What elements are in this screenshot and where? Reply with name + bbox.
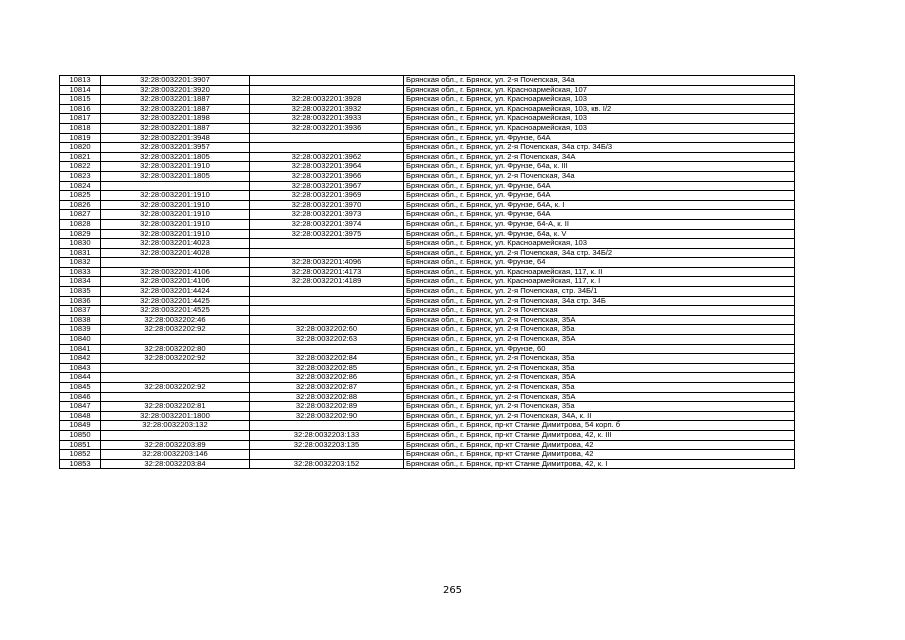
row-number-cell: 10816 xyxy=(60,104,101,114)
address-cell: Брянская обл., г. Брянск, ул. Красноармейская, 107 xyxy=(404,85,795,95)
cadastral-number-cell: 32:28:0032203:89 xyxy=(101,440,250,450)
row-number-cell: 10833 xyxy=(60,267,101,277)
address-cell: Брянская обл., г. Брянск, ул. 2-я Почепская xyxy=(404,306,795,316)
address-cell: Брянская обл., г. Брянск, ул. 2-я Почепская, 35А xyxy=(404,392,795,402)
address-cell: Брянская обл., г. Брянск, пр-кт Станке Димитрова, 42 xyxy=(404,440,795,450)
table-row xyxy=(60,162,795,172)
table-row xyxy=(60,363,795,373)
cadastral-number-cell: 32:28:0032203:146 xyxy=(101,450,250,460)
building-cadastral-number-cell xyxy=(250,143,404,153)
cadastral-number-cell: 32:28:0032201:4106 xyxy=(101,277,250,287)
address-cell: Брянская обл., г. Брянск, ул. 2-я Почепская, 34А, к. II xyxy=(404,411,795,421)
cadastral-number-cell xyxy=(101,392,250,402)
building-cadastral-number-cell: 32:28:0032202:88 xyxy=(250,392,404,402)
row-number-cell: 10826 xyxy=(60,200,101,210)
row-number-cell: 10851 xyxy=(60,440,101,450)
address-cell: Брянская обл., г. Брянск, ул. Фрунзе, 64А xyxy=(404,191,795,201)
address-cell: Брянская обл., г. Брянск, ул. 2-я Почепская, 34а стр. 34Б xyxy=(404,296,795,306)
table-row xyxy=(60,171,795,181)
address-cell: Брянская обл., г. Брянск, ул. 2-я Почепская, 35а xyxy=(404,354,795,364)
cadastral-number-cell: 32:28:0032201:4424 xyxy=(101,287,250,297)
address-cell: Брянская обл., г. Брянск, ул. Фрунзе, 60 xyxy=(404,344,795,354)
table-row xyxy=(60,344,795,354)
row-number-cell: 10817 xyxy=(60,114,101,124)
row-number-cell: 10843 xyxy=(60,363,101,373)
cadastral-number-cell: 32:28:0032201:4106 xyxy=(101,267,250,277)
cadastral-number-cell: 32:28:0032202:92 xyxy=(101,383,250,393)
cadastral-number-cell: 32:28:0032201:4028 xyxy=(101,248,250,258)
building-cadastral-number-cell: 32:28:0032201:4096 xyxy=(250,258,404,268)
building-cadastral-number-cell: 32:28:0032201:3966 xyxy=(250,171,404,181)
row-number-cell: 10852 xyxy=(60,450,101,460)
table-row xyxy=(60,133,795,143)
building-cadastral-number-cell xyxy=(250,287,404,297)
cadastral-number-cell: 32:28:0032201:1910 xyxy=(101,229,250,239)
table-row xyxy=(60,114,795,124)
building-cadastral-number-cell: 32:28:0032202:90 xyxy=(250,411,404,421)
building-cadastral-number-cell: 32:28:0032203:133 xyxy=(250,430,404,440)
cadastral-number-cell: 32:28:0032201:1910 xyxy=(101,191,250,201)
row-number-cell: 10829 xyxy=(60,229,101,239)
row-number-cell: 10815 xyxy=(60,95,101,105)
table-row xyxy=(60,287,795,297)
cadastral-number-cell xyxy=(101,430,250,440)
row-number-cell: 10830 xyxy=(60,239,101,249)
row-number-cell: 10847 xyxy=(60,402,101,412)
address-cell: Брянская обл., г. Брянск, ул. Красноармейская, 103 xyxy=(404,114,795,124)
table-row xyxy=(60,450,795,460)
building-cadastral-number-cell xyxy=(250,296,404,306)
table-row xyxy=(60,315,795,325)
building-cadastral-number-cell xyxy=(250,85,404,95)
address-cell: Брянская обл., г. Брянск, ул. 2-я Почепская, 35А xyxy=(404,335,795,345)
table-row xyxy=(60,335,795,345)
building-cadastral-number-cell: 32:28:0032201:3973 xyxy=(250,210,404,220)
building-cadastral-number-cell: 32:28:0032201:3964 xyxy=(250,162,404,172)
building-cadastral-number-cell: 32:28:0032201:3962 xyxy=(250,152,404,162)
building-cadastral-number-cell xyxy=(250,315,404,325)
address-cell: Брянская обл., г. Брянск, ул. Фрунзе, 64 xyxy=(404,258,795,268)
table-row xyxy=(60,440,795,450)
address-cell: Брянская обл., г. Брянск, ул. Красноармейская, 103 xyxy=(404,123,795,133)
building-cadastral-number-cell: 32:28:0032201:3928 xyxy=(250,95,404,105)
cadastral-number-cell: 32:28:0032201:1910 xyxy=(101,200,250,210)
cadastral-number-cell: 32:28:0032201:3907 xyxy=(101,76,250,86)
address-cell: Брянская обл., г. Брянск, ул. 2-я Почепская, 35а xyxy=(404,363,795,373)
table-row xyxy=(60,95,795,105)
row-number-cell: 10827 xyxy=(60,210,101,220)
row-number-cell: 10837 xyxy=(60,306,101,316)
table-row xyxy=(60,373,795,383)
row-number-cell: 10834 xyxy=(60,277,101,287)
cadastral-number-cell: 32:28:0032203:84 xyxy=(101,459,250,469)
address-cell: Брянская обл., г. Брянск, ул. 2-я Почепская, 34а стр. 34Б/2 xyxy=(404,248,795,258)
cadastral-number-cell: 32:28:0032201:3948 xyxy=(101,133,250,143)
address-cell: Брянская обл., г. Брянск, ул. 2-я Почепская, 35а xyxy=(404,402,795,412)
address-cell: Брянская обл., г. Брянск, ул. Фрунзе, 64-А, к. II xyxy=(404,219,795,229)
cadastral-number-cell xyxy=(101,181,250,191)
row-number-cell: 10841 xyxy=(60,344,101,354)
cadastral-number-cell: 32:28:0032201:1910 xyxy=(101,162,250,172)
building-cadastral-number-cell: 32:28:0032201:3974 xyxy=(250,219,404,229)
cadastral-number-cell: 32:28:0032202:46 xyxy=(101,315,250,325)
row-number-cell: 10831 xyxy=(60,248,101,258)
row-number-cell: 10818 xyxy=(60,123,101,133)
table-row xyxy=(60,229,795,239)
address-cell: Брянская обл., г. Брянск, ул. 2-я Почепская, 35а xyxy=(404,383,795,393)
table-row xyxy=(60,392,795,402)
address-cell: Брянская обл., г. Брянск, ул. Фрунзе, 64а, к. V xyxy=(404,229,795,239)
cadastral-number-cell xyxy=(101,258,250,268)
table-row xyxy=(60,210,795,220)
row-number-cell: 10848 xyxy=(60,411,101,421)
address-cell: Брянская обл., г. Брянск, ул. 2-я Почепская, 34А xyxy=(404,152,795,162)
building-cadastral-number-cell: 32:28:0032201:3975 xyxy=(250,229,404,239)
table-row xyxy=(60,402,795,412)
row-number-cell: 10813 xyxy=(60,76,101,86)
table-row xyxy=(60,76,795,86)
row-number-cell: 10825 xyxy=(60,191,101,201)
building-cadastral-number-cell: 32:28:0032202:89 xyxy=(250,402,404,412)
row-number-cell: 10845 xyxy=(60,383,101,393)
cadastral-number-cell xyxy=(101,373,250,383)
registry-table xyxy=(59,75,795,469)
building-cadastral-number-cell xyxy=(250,450,404,460)
row-number-cell: 10821 xyxy=(60,152,101,162)
building-cadastral-number-cell: 32:28:0032202:87 xyxy=(250,383,404,393)
address-cell: Брянская обл., г. Брянск, пр-кт Станке Димитрова, 42, к. III xyxy=(404,430,795,440)
table-row xyxy=(60,421,795,431)
building-cadastral-number-cell: 32:28:0032203:152 xyxy=(250,459,404,469)
building-cadastral-number-cell: 32:28:0032201:3969 xyxy=(250,191,404,201)
cadastral-number-cell xyxy=(101,363,250,373)
row-number-cell: 10828 xyxy=(60,219,101,229)
registry-table-body xyxy=(60,76,795,469)
row-number-cell: 10844 xyxy=(60,373,101,383)
row-number-cell: 10819 xyxy=(60,133,101,143)
cadastral-number-cell: 32:28:0032202:81 xyxy=(101,402,250,412)
building-cadastral-number-cell: 32:28:0032201:4189 xyxy=(250,277,404,287)
building-cadastral-number-cell xyxy=(250,344,404,354)
building-cadastral-number-cell: 32:28:0032201:3932 xyxy=(250,104,404,114)
address-cell: Брянская обл., г. Брянск, ул. Красноармейская, 103 xyxy=(404,239,795,249)
row-number-cell: 10820 xyxy=(60,143,101,153)
cadastral-number-cell: 32:28:0032201:1805 xyxy=(101,171,250,181)
cadastral-number-cell: 32:28:0032202:80 xyxy=(101,344,250,354)
cadastral-number-cell: 32:28:0032201:1910 xyxy=(101,219,250,229)
address-cell: Брянская обл., г. Брянск, ул. 2-я Почепская, стр. 34Б/1 xyxy=(404,287,795,297)
building-cadastral-number-cell xyxy=(250,76,404,86)
table-row xyxy=(60,239,795,249)
table-row xyxy=(60,383,795,393)
building-cadastral-number-cell xyxy=(250,421,404,431)
building-cadastral-number-cell: 32:28:0032201:3933 xyxy=(250,114,404,124)
table-row xyxy=(60,411,795,421)
row-number-cell: 10824 xyxy=(60,181,101,191)
table-row xyxy=(60,248,795,258)
cadastral-number-cell: 32:28:0032202:92 xyxy=(101,354,250,364)
building-cadastral-number-cell: 32:28:0032203:135 xyxy=(250,440,404,450)
building-cadastral-number-cell: 32:28:0032201:4173 xyxy=(250,267,404,277)
table-row xyxy=(60,277,795,287)
cadastral-number-cell: 32:28:0032201:1887 xyxy=(101,123,250,133)
row-number-cell: 10850 xyxy=(60,430,101,440)
address-cell: Брянская обл., г. Брянск, пр-кт Станке Димитрова, 42, к. I xyxy=(404,459,795,469)
address-cell: Брянская обл., г. Брянск, ул. 2-я Почепская, 34а xyxy=(404,171,795,181)
building-cadastral-number-cell: 32:28:0032201:3936 xyxy=(250,123,404,133)
cadastral-number-cell: 32:28:0032201:4023 xyxy=(101,239,250,249)
table-row xyxy=(60,459,795,469)
table-row xyxy=(60,354,795,364)
row-number-cell: 10835 xyxy=(60,287,101,297)
table-row xyxy=(60,85,795,95)
row-number-cell: 10822 xyxy=(60,162,101,172)
address-cell: Брянская обл., г. Брянск, ул. 2-я Почепская, 35А xyxy=(404,373,795,383)
table-row xyxy=(60,267,795,277)
cadastral-number-cell xyxy=(101,335,250,345)
building-cadastral-number-cell xyxy=(250,306,404,316)
row-number-cell: 10832 xyxy=(60,258,101,268)
address-cell: Брянская обл., г. Брянск, ул. Красноармейская, 103 xyxy=(404,95,795,105)
row-number-cell: 10838 xyxy=(60,315,101,325)
address-cell: Брянская обл., г. Брянск, ул. Красноармейская, 117, к. I xyxy=(404,277,795,287)
address-cell: Брянская обл., г. Брянск, ул. Фрунзе, 64А xyxy=(404,210,795,220)
row-number-cell: 10836 xyxy=(60,296,101,306)
row-number-cell: 10849 xyxy=(60,421,101,431)
table-row xyxy=(60,191,795,201)
address-cell: Брянская обл., г. Брянск, ул. Красноармейская, 103, кв. I/2 xyxy=(404,104,795,114)
building-cadastral-number-cell: 32:28:0032201:3970 xyxy=(250,200,404,210)
building-cadastral-number-cell: 32:28:0032202:63 xyxy=(250,335,404,345)
building-cadastral-number-cell xyxy=(250,248,404,258)
address-cell: Брянская обл., г. Брянск, ул. Красноармейская, 117, к. II xyxy=(404,267,795,277)
cadastral-number-cell: 32:28:0032201:1800 xyxy=(101,411,250,421)
cadastral-number-cell: 32:28:0032201:1887 xyxy=(101,95,250,105)
address-cell: Брянская обл., г. Брянск, ул. 2-я Почепская, 35а xyxy=(404,325,795,335)
row-number-cell: 10823 xyxy=(60,171,101,181)
address-cell: Брянская обл., г. Брянск, ул. 2-я Почепская, 35А xyxy=(404,315,795,325)
address-cell: Брянская обл., г. Брянск, ул. Фрунзе, 64а, к. III xyxy=(404,162,795,172)
building-cadastral-number-cell: 32:28:0032202:86 xyxy=(250,373,404,383)
cadastral-number-cell: 32:28:0032201:4525 xyxy=(101,306,250,316)
cadastral-number-cell: 32:28:0032203:132 xyxy=(101,421,250,431)
table-row xyxy=(60,181,795,191)
table-row xyxy=(60,258,795,268)
registry-table-container xyxy=(59,75,795,469)
address-cell: Брянская обл., г. Брянск, ул. 2-я Почепская, 34а стр. 34Б/3 xyxy=(404,143,795,153)
cadastral-number-cell: 32:28:0032201:1910 xyxy=(101,210,250,220)
cadastral-number-cell: 32:28:0032201:1898 xyxy=(101,114,250,124)
row-number-cell: 10840 xyxy=(60,335,101,345)
cadastral-number-cell: 32:28:0032201:3920 xyxy=(101,85,250,95)
table-row xyxy=(60,200,795,210)
building-cadastral-number-cell xyxy=(250,239,404,249)
table-row xyxy=(60,296,795,306)
table-row xyxy=(60,430,795,440)
address-cell: Брянская обл., г. Брянск, ул. Фрунзе, 64А, к. I xyxy=(404,200,795,210)
cadastral-number-cell: 32:28:0032201:1805 xyxy=(101,152,250,162)
building-cadastral-number-cell xyxy=(250,133,404,143)
address-cell: Брянская обл., г. Брянск, ул. Фрунзе, 64А xyxy=(404,181,795,191)
row-number-cell: 10839 xyxy=(60,325,101,335)
cadastral-number-cell: 32:28:0032202:92 xyxy=(101,325,250,335)
row-number-cell: 10853 xyxy=(60,459,101,469)
address-cell: Брянская обл., г. Брянск, пр-кт Станке Димитрова, 54 корп. б xyxy=(404,421,795,431)
address-cell: Брянская обл., г. Брянск, ул. Фрунзе, 64А xyxy=(404,133,795,143)
table-row xyxy=(60,123,795,133)
table-row xyxy=(60,104,795,114)
building-cadastral-number-cell: 32:28:0032202:60 xyxy=(250,325,404,335)
table-row xyxy=(60,143,795,153)
cadastral-number-cell: 32:28:0032201:3957 xyxy=(101,143,250,153)
cadastral-number-cell: 32:28:0032201:4425 xyxy=(101,296,250,306)
table-row xyxy=(60,325,795,335)
row-number-cell: 10842 xyxy=(60,354,101,364)
table-row xyxy=(60,219,795,229)
address-cell: Брянская обл., г. Брянск, пр-кт Станке Димитрова, 42 xyxy=(404,450,795,460)
cadastral-number-cell: 32:28:0032201:1887 xyxy=(101,104,250,114)
building-cadastral-number-cell: 32:28:0032202:85 xyxy=(250,363,404,373)
page-number: 265 xyxy=(442,585,463,596)
address-cell: Брянская обл., г. Брянск, ул. 2-я Почепская, 34а xyxy=(404,76,795,86)
building-cadastral-number-cell: 32:28:0032202:84 xyxy=(250,354,404,364)
table-row xyxy=(60,306,795,316)
row-number-cell: 10814 xyxy=(60,85,101,95)
row-number-cell: 10846 xyxy=(60,392,101,402)
building-cadastral-number-cell: 32:28:0032201:3967 xyxy=(250,181,404,191)
table-row xyxy=(60,152,795,162)
